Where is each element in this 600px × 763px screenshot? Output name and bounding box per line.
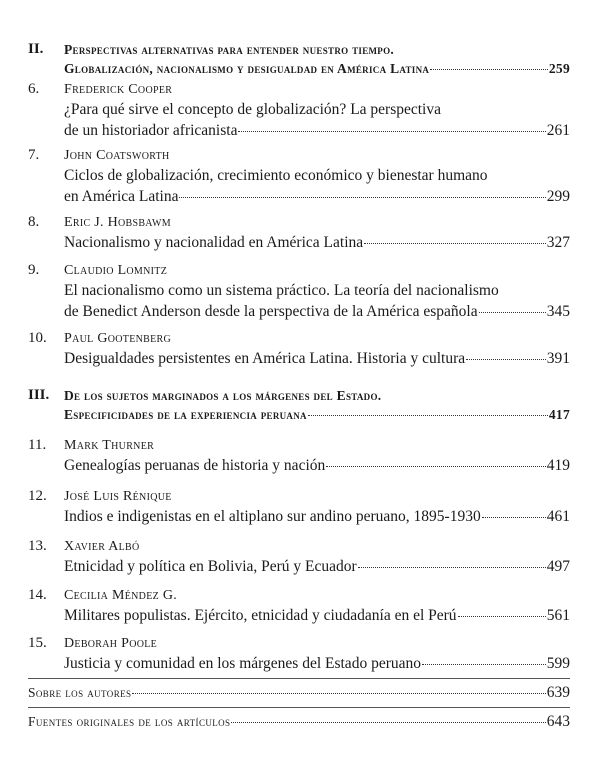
entry-title-last-line bbox=[64, 506, 570, 527]
entry-number: 13. bbox=[28, 538, 47, 554]
entry-title-last-line bbox=[64, 59, 570, 78]
entry-author: Claudio Lomnitz bbox=[64, 263, 168, 278]
entry-page-number: 259 bbox=[548, 61, 570, 76]
entry-page-number: 327 bbox=[546, 234, 570, 251]
separator-rule bbox=[28, 678, 570, 679]
entry-page-number: 417 bbox=[548, 407, 570, 422]
leader-dots bbox=[231, 721, 545, 723]
entry-title-line: Ciclos de globalización, crecimiento económico y bienestar humano bbox=[64, 167, 488, 184]
leader-dots bbox=[430, 68, 548, 70]
leader-dots bbox=[479, 311, 546, 313]
entry-author: Xavier Albó bbox=[64, 539, 140, 554]
entry-number: 10. bbox=[28, 330, 47, 346]
entry-number: 15. bbox=[28, 635, 47, 651]
entry-page-number: 345 bbox=[546, 303, 570, 320]
leader-dots bbox=[308, 414, 548, 416]
entry-author: José Luis Rénique bbox=[64, 489, 172, 504]
entry-title: de Benedict Anderson desde la perspectiva de la América española bbox=[64, 303, 478, 320]
leader-dots bbox=[482, 516, 546, 518]
entry-title-last-line bbox=[64, 455, 570, 476]
entry-title-last-line bbox=[64, 653, 570, 674]
leader-dots bbox=[422, 663, 546, 665]
entry-title-last-line bbox=[64, 348, 570, 369]
toc-entry-sobre-los-autores bbox=[28, 682, 570, 703]
entry-page-number: 599 bbox=[546, 655, 570, 672]
entry-number: 8. bbox=[28, 214, 40, 230]
entry-title: en América Latina bbox=[64, 188, 179, 205]
entry-title: Desigualdades persistentes en América Latina. Historia y cultura bbox=[64, 350, 466, 367]
entry-title: Etnicidad y política en Bolivia, Perú y Ecuador bbox=[64, 558, 357, 575]
entry-title-last-line bbox=[64, 556, 570, 577]
entry-title-line: Perspectivas alternativas para entender nuestro tiempo. bbox=[64, 42, 395, 57]
entry-title: Militares populistas. Ejército, etnicidad y ciudadanía en el Perú bbox=[64, 607, 457, 624]
entry-author: Eric J. Hobsbawm bbox=[64, 215, 171, 230]
leader-dots bbox=[364, 242, 546, 244]
entry-number: 7. bbox=[28, 147, 40, 163]
leader-dots bbox=[458, 615, 546, 617]
entry-page-number: 419 bbox=[546, 457, 570, 474]
entry-title-last-line bbox=[64, 232, 570, 253]
entry-author: Paul Gootenberg bbox=[64, 331, 171, 346]
entry-page-number: 261 bbox=[546, 122, 570, 139]
entry-page-number: 639 bbox=[546, 684, 570, 701]
entry-title-last-line bbox=[64, 186, 570, 207]
entry-author: Cecilia Méndez G. bbox=[64, 588, 178, 603]
entry-author: John Coatsworth bbox=[64, 148, 170, 163]
entry-title: Nacionalismo y nacionalidad en América Latina bbox=[64, 234, 364, 251]
entry-number: 9. bbox=[28, 262, 40, 278]
entry-number: II. bbox=[28, 41, 44, 57]
entry-title: Justicia y comunidad en los márgenes del Estado peruano bbox=[64, 655, 421, 672]
leader-dots bbox=[466, 358, 546, 360]
entry-title-last-line bbox=[64, 120, 570, 141]
entry-number: III. bbox=[28, 387, 50, 403]
leader-dots bbox=[358, 566, 546, 568]
entry-title-last-line bbox=[64, 605, 570, 626]
entry-page-number: 461 bbox=[546, 508, 570, 525]
entry-title: de un historiador africanista bbox=[64, 122, 238, 139]
leader-dots bbox=[179, 196, 545, 198]
entry-page-number: 643 bbox=[546, 713, 570, 730]
entry-title-last-line bbox=[64, 301, 570, 322]
entry-title-line: ¿Para qué sirve el concepto de globalización? La perspectiva bbox=[64, 101, 441, 118]
entry-title: Sobre los autores bbox=[28, 685, 132, 700]
entry-number: 6. bbox=[28, 81, 40, 97]
entry-author: Deborah Poole bbox=[64, 636, 158, 651]
entry-title: Genealogías peruanas de historia y nación bbox=[64, 457, 326, 474]
entry-page-number: 561 bbox=[546, 607, 570, 624]
entry-number: 14. bbox=[28, 587, 47, 603]
leader-dots bbox=[132, 692, 545, 694]
entry-number: 12. bbox=[28, 488, 47, 504]
entry-title: Fuentes originales de los artículos bbox=[28, 714, 231, 729]
entry-title-last-line bbox=[64, 405, 570, 424]
separator-rule bbox=[28, 707, 570, 708]
entry-title-line: De los sujetos marginados a los márgenes del Estado. bbox=[64, 388, 382, 403]
entry-page-number: 497 bbox=[546, 558, 570, 575]
entry-page-number: 391 bbox=[546, 350, 570, 367]
toc-entry-fuentes-originales bbox=[28, 711, 570, 732]
entry-author: Frederick Cooper bbox=[64, 82, 173, 97]
leader-dots bbox=[326, 465, 545, 467]
leader-dots bbox=[238, 130, 545, 132]
entry-title: Especificidades de la experiencia peruana bbox=[64, 407, 307, 422]
entry-title: Indios e indigenistas en el altiplano sur andino peruano, 1895-1930 bbox=[64, 508, 481, 525]
entry-title: Globalización, nacionalismo y desigualdad en América Latina bbox=[64, 61, 430, 76]
entry-author: Mark Thurner bbox=[64, 438, 155, 453]
entry-page-number: 299 bbox=[546, 188, 570, 205]
entry-title-line: El nacionalismo como un sistema práctico. La teoría del nacionalismo bbox=[64, 282, 499, 299]
entry-number: 11. bbox=[28, 437, 47, 453]
